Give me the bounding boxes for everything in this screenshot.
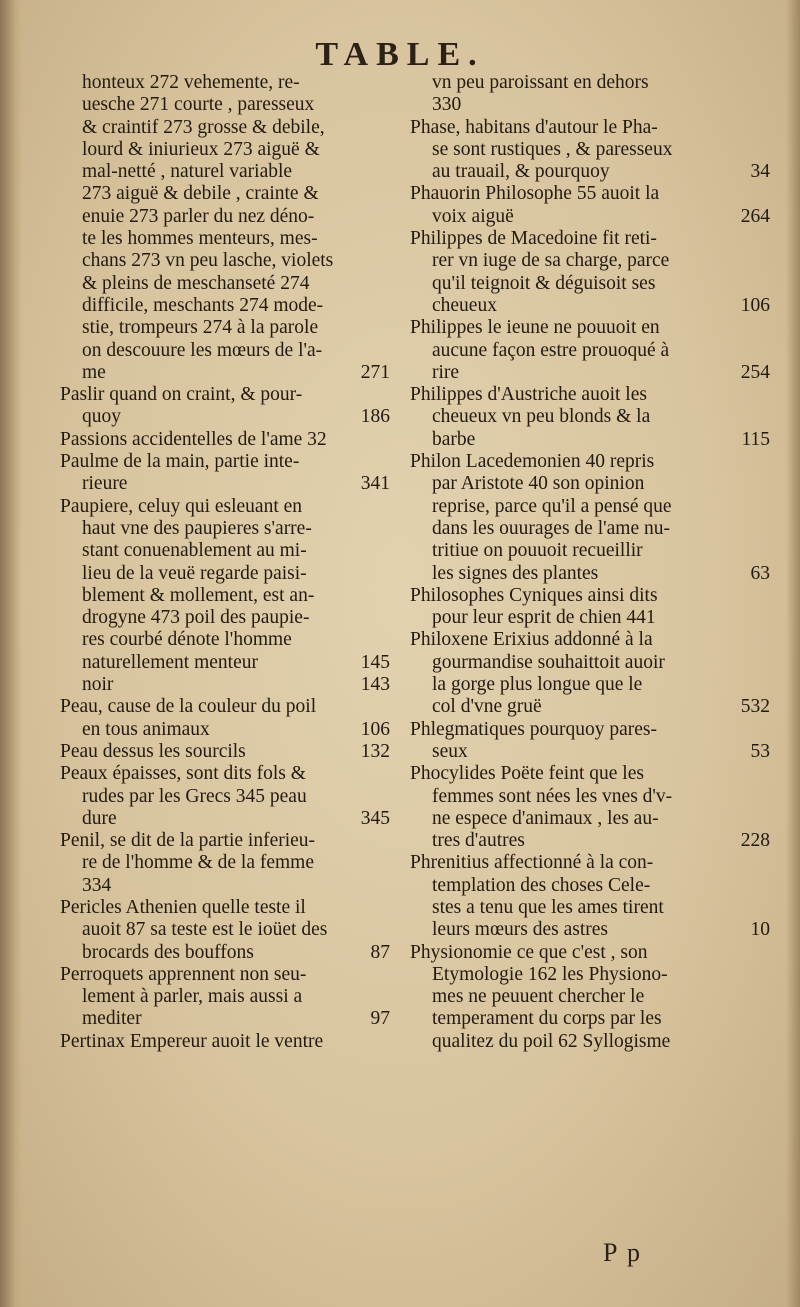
index-entry-text: me [82,361,106,383]
index-entry-text: la gorge plus longue que le [432,674,643,696]
index-line [410,674,770,696]
index-entry-text: honteux 272 vehemente, re- [82,72,300,93]
index-line [410,1008,770,1030]
index-entry-text: 334 [82,874,112,896]
index-entry-text: auoit 87 sa teste est le ioüet des [82,919,328,941]
page-binding-shadow [0,0,22,1307]
index-line [60,540,390,562]
page-reference: 115 [741,428,770,450]
index-entry-text: Philippes de Macedoine fit reti- [410,228,657,250]
index-entry-text: par Aristote 40 son opinion [432,473,645,495]
index-line [410,473,770,495]
index-line [410,117,770,139]
index-entry-text: lement à parler, mais aussi a [82,986,303,1008]
index-line [410,652,770,674]
index-line [60,763,390,785]
index-entry-text: dure [82,807,117,829]
index-line [410,183,770,205]
index-line [60,362,390,384]
index-entry-text: re de l'homme & de la femme [82,852,315,874]
index-entry-text: Physionomie ce que c'est , son [410,941,648,963]
index-line [410,317,770,339]
index-entry-text: au trauail, & pourquoy [432,161,610,183]
index-line [410,830,770,852]
index-entry-text: dans les ouurages de l'ame nu- [432,517,670,539]
index-line [60,117,390,139]
index-entry-text: drogyne 473 poil des paupie- [82,607,310,629]
index-line [410,451,770,473]
index-line [60,964,390,986]
index-line [410,696,770,718]
page-reference: 228 [740,830,770,852]
index-entry-text: en tous animaux [82,718,210,740]
index-entry-text: cheueux [432,294,497,316]
index-entry-text: difficile, meschants 274 mode- [82,294,324,316]
page-reference: 341 [360,473,390,495]
index-line [60,852,390,874]
page-reference: 271 [360,361,390,383]
index-line [410,429,770,451]
page-reference: 87 [370,941,390,963]
index-entry-text: pour leur esprit de chien 441 [432,607,656,629]
index-entry-text: quoy [82,406,121,428]
index-line [60,1008,390,1030]
page-reference: 264 [740,205,770,227]
index-entry-text: rire [432,361,460,383]
index-line [60,273,390,295]
index-entry-text: qualitez du poil 62 Syllogisme [432,1030,671,1052]
index-entry-text: stant conuenablement au mi- [82,540,307,562]
index-line [410,228,770,250]
index-line [60,295,390,317]
index-entry-text: Paulme de la main, partie inte- [60,451,300,473]
index-line [410,206,770,228]
index-entry-text: Passions accidentelles de l'ame 32 [60,428,327,450]
index-line [410,540,770,562]
page-reference: 10 [750,919,770,941]
index-entry-text: 273 aiguë & debile , crainte & [82,183,319,205]
index-entry-text: rieure [82,473,128,495]
index-entry-text: blement & mollement, est an- [82,584,315,606]
index-line [410,919,770,941]
index-entry-text: gourmandise souhaittoit auoir [432,651,665,673]
index-line [60,94,390,116]
index-line [60,942,390,964]
index-entry-text: lieu de la veuë regarde paisi- [82,562,307,584]
index-line [60,585,390,607]
index-entry-text: leurs mœurs des astres [432,919,609,941]
index-entry-text: & pleins de meschanseté 274 [82,272,310,294]
index-line [410,986,770,1008]
index-entry-text: femmes sont nées les vnes d'v- [432,785,673,807]
index-entry-text: on descouure les mœurs de l'a- [82,339,323,361]
index-line [60,183,390,205]
page-reference: 53 [750,740,770,762]
index-line [60,451,390,473]
index-entry-text: vn peu paroissant en dehors [432,72,649,93]
index-line [60,786,390,808]
index-line [410,875,770,897]
index-entry-text: ne espece d'animaux , les au- [432,807,659,829]
page-reference: 145 [360,651,390,673]
page-reference: 254 [740,361,770,383]
index-entry-text: te les hommes menteurs, mes- [82,228,318,250]
index-line [410,763,770,785]
index-entry-text: Philoxene Erixius addonné à la [410,629,653,651]
index-line [60,496,390,518]
index-entry-text: Phrenitius affectionné à la con- [410,852,654,874]
index-line [410,786,770,808]
index-line [410,518,770,540]
index-entry-text: tres d'autres [432,830,525,852]
index-line [410,139,770,161]
index-line [410,496,770,518]
page-reference: 34 [750,161,770,183]
index-entry-text: haut vne des paupieres s'arre- [82,517,312,539]
page-reference: 106 [360,718,390,740]
index-line [60,875,390,897]
index-entry-text: cheueux vn peu blonds & la [432,406,651,428]
index-line [410,942,770,964]
index-line [410,362,770,384]
page-reference: 63 [750,562,770,584]
index-line [410,852,770,874]
index-line [410,808,770,830]
running-header: TABLE. [315,36,485,73]
index-line [60,406,390,428]
index-entry-text: Philosophes Cyniques ainsi dits [410,584,658,606]
page-reference: 532 [740,696,770,718]
index-entry-text: les signes des plantes [432,562,599,584]
index-entry-text: uesche 271 courte , paresseux [82,94,315,116]
left-column [60,72,390,1053]
index-line [60,919,390,941]
page-reference: 106 [740,294,770,316]
index-line [60,607,390,629]
index-line [410,161,770,183]
index-entry-text: mal-netté , naturel variable [82,161,293,183]
index-entry-text: 330 [432,94,462,116]
index-line [60,228,390,250]
index-line [60,384,390,406]
index-entry-text: naturellement menteur [82,651,258,673]
index-line [410,384,770,406]
index-line [60,317,390,339]
index-line [60,719,390,741]
page-reference: 186 [360,406,390,428]
index-line [410,563,770,585]
index-entry-text: qu'il teignoit & déguisoit ses [432,272,656,294]
index-entry-text: Phauorin Philosophe 55 auoit la [410,183,660,205]
index-line [410,719,770,741]
index-entry-text: chans 273 vn peu lasche, violets [82,250,334,272]
index-line [410,72,770,94]
index-line [60,830,390,852]
index-line [410,273,770,295]
index-line [410,741,770,763]
index-line [60,206,390,228]
index-entry-text: se sont rustiques , & paresseux [432,138,673,160]
index-line [60,72,390,94]
index-entry-text: aucune façon estre prouoqué à [432,339,670,361]
index-line [410,295,770,317]
index-entry-text: & craintif 273 grosse & debile, [82,116,325,138]
index-line [60,518,390,540]
index-entry-text: Pericles Athenien quelle teste il [60,896,306,918]
index-entry-text: Philippes le ieune ne pouuoit en [410,317,660,339]
index-line [60,473,390,495]
index-entry-text: Phocylides Poëte feint que les [410,763,644,785]
index-entry-text: Penil, se dit de la partie inferieu- [60,830,316,852]
index-entry-text: Pertinax Empereur auoit le ventre [60,1030,324,1052]
index-entry-text: mediter [82,1008,142,1030]
index-line [410,250,770,272]
index-entry-text: voix aiguë [432,205,514,227]
index-line [60,986,390,1008]
index-entry-text: Phlegmatiques pourquoy pares- [410,718,657,740]
index-line [60,139,390,161]
index-line [60,250,390,272]
index-entry-text: brocards des bouffons [82,941,254,963]
index-entry-text: stie, trompeurs 274 à la parole [82,317,319,339]
index-line [410,406,770,428]
index-entry-text: Perroquets apprennent non seu- [60,963,307,985]
index-entry-text: Etymologie 162 les Physiono- [432,963,668,985]
index-line [410,94,770,116]
index-line [60,161,390,183]
index-entry-text: Paslir quand on craint, & pour- [60,384,303,406]
index-line [60,340,390,362]
index-line [60,808,390,830]
index-entry-text: enuie 273 parler du nez déno- [82,205,315,227]
index-entry-text: Peau, cause de la couleur du poil [60,696,317,718]
index-entry-text: reprise, parce qu'il a pensé que [432,495,672,517]
index-entry-text: res courbé dénote l'homme [82,629,292,651]
index-entry-text: rudes par les Grecs 345 peau [82,785,307,807]
page-reference: 345 [360,807,390,829]
index-entry-text: Paupiere, celuy qui esleuant en [60,495,303,517]
index-entry-text: seux [432,740,468,762]
index-line [60,1031,390,1053]
index-line [410,897,770,919]
index-entry-text: stes a tenu que les ames tirent [432,896,664,918]
index-line [60,429,390,451]
index-line [410,607,770,629]
index-line [410,1031,770,1053]
index-entry-text: tritiue on pouuoit recueillir [432,540,643,562]
index-entry-text: noir [82,674,114,696]
index-line [60,696,390,718]
page-reference: 97 [370,1008,390,1030]
index-entry-text: col d'vne gruë [432,696,542,718]
index-entry-text: temperament du corps par les [432,1008,662,1030]
signature-mark: P p [603,1238,642,1267]
page-reference: 143 [360,674,390,696]
index-entry-text: Philippes d'Austriche auoit les [410,384,647,406]
index-line [60,741,390,763]
index-entry-text: barbe [432,428,476,450]
index-line [60,629,390,651]
index-line [60,674,390,696]
index-entry-text: templation des choses Cele- [432,874,651,896]
index-line [410,964,770,986]
index-line [60,563,390,585]
index-entry-text: rer vn iuge de sa charge, parce [432,250,670,272]
right-column [410,72,770,1053]
index-entry-text: mes ne peuuent chercher le [432,986,645,1008]
index-line [410,629,770,651]
index-entry-text: Phase, habitans d'autour le Pha- [410,116,658,138]
index-line [410,340,770,362]
index-entry-text: lourd & iniurieux 273 aiguë & [82,138,320,160]
index-line [60,897,390,919]
index-line [60,652,390,674]
index-entry-text: Peau dessus les sourcils [60,740,246,762]
index-entry-text: Philon Lacedemonien 40 repris [410,451,655,473]
index-line [410,585,770,607]
page-edge-shadow [786,0,800,1307]
page-reference: 132 [360,740,390,762]
index-entry-text: Peaux épaisses, sont dits fols & [60,763,306,785]
